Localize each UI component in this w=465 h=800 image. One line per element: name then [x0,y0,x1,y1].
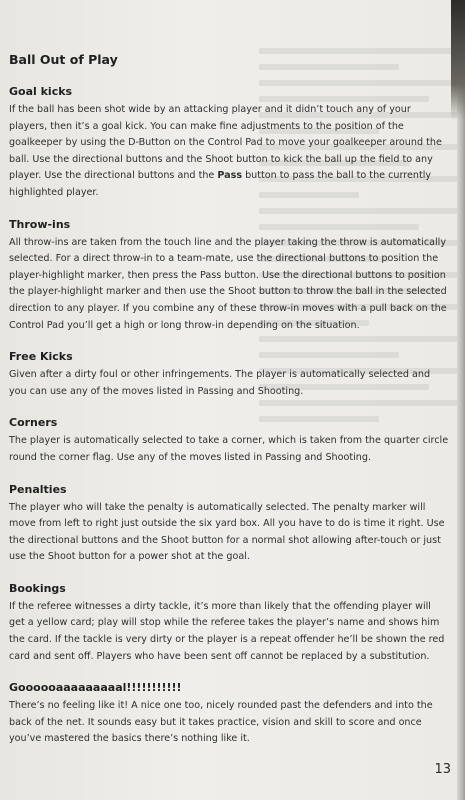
section-goal-kicks [9,85,449,202]
body-text: If the ball has been shot wide by an attacking player and it didn’t touch any of your players, then it’s a goal kick. You can make fine adjustments to the position of the goalkeeper by using the D-Button on the Control Pad to move your goalkeeper around the ball. Use the directional buttons and the Shoot button to kick the ball up the field to any player. Use the directional buttons and the [9,104,442,182]
section-heading: Corners [9,416,58,430]
body-text: button to pass the ball to the currently highlighted player. [9,170,432,198]
section-heading: Free Kicks [9,350,73,364]
section-throw-ins [9,218,449,335]
section-goal [9,681,449,748]
page-title: Ball Out of Play [9,52,118,67]
section-free-kicks [9,350,449,400]
section-penalties [9,483,449,566]
section-body: The player who will take the penalty is automatically selected. The penalty marker will move from left to right just outside the six yard box. All you have to do is time it right. Use the directional buttons and the Shoot button for a normal shot allowing after-touch or just use the Shoot button for a power shot at the goal. [9,501,445,563]
section-body: All throw-ins are taken from the touch line and the player taking the throw is automatically selected. For a direct throw-in to a team-mate, use the directional buttons to position the player-highlight marker, then press the Pass button. Use the directional buttons to position the player-highlight marker and then use the Shoot button to throw the ball in the selected direction to any player. If you combine any of these throw-in moves with a pull back on the Control Pad you’ll get a high or long throw-in depending on the situation. [9,236,447,331]
section-heading: Penalties [9,482,67,496]
binding-shadow [451,0,465,120]
section-heading: Throw-ins [9,217,71,231]
page-number: 13 [434,762,451,777]
page-content [9,52,449,764]
section-body: If the referee witnesses a dirty tackle, it’s more than likely that the offending player will get a yellow card; play will stop while the referee takes the player’s name and shows him the card. If the tackle is very dirty or the player is a repeat offender he’ll be shown the red card and sent off. Players who have been sent off cannot be replaced by a substitution. [9,600,445,662]
section-body: Given after a dirty foul or other infringements. The player is automatically selected and you can use any of the moves listed in Passing and Shooting. [9,369,431,397]
section-heading: Goal kicks [9,85,73,98]
section-corners [9,416,449,466]
bold-term: Pass [217,170,243,182]
section-heading: Goooooaaaaaaaaal!!!!!!!!!!! [9,681,182,695]
page-edge [457,0,465,800]
section-body: There’s no feeling like it! A nice one too, nicely rounded past the defenders and into the back of the net. It sounds easy but it takes practice, vision and skill to score and once you’ve mastered the basics there’s nothing like it. [9,700,433,745]
section-body [9,102,449,202]
section-bookings [9,582,449,665]
section-heading: Bookings [9,581,66,595]
section-body: The player is automatically selected to take a corner, which is taken from the quarter circle round the corner flag. Use any of the moves listed in Passing and Shooting. [9,435,449,463]
